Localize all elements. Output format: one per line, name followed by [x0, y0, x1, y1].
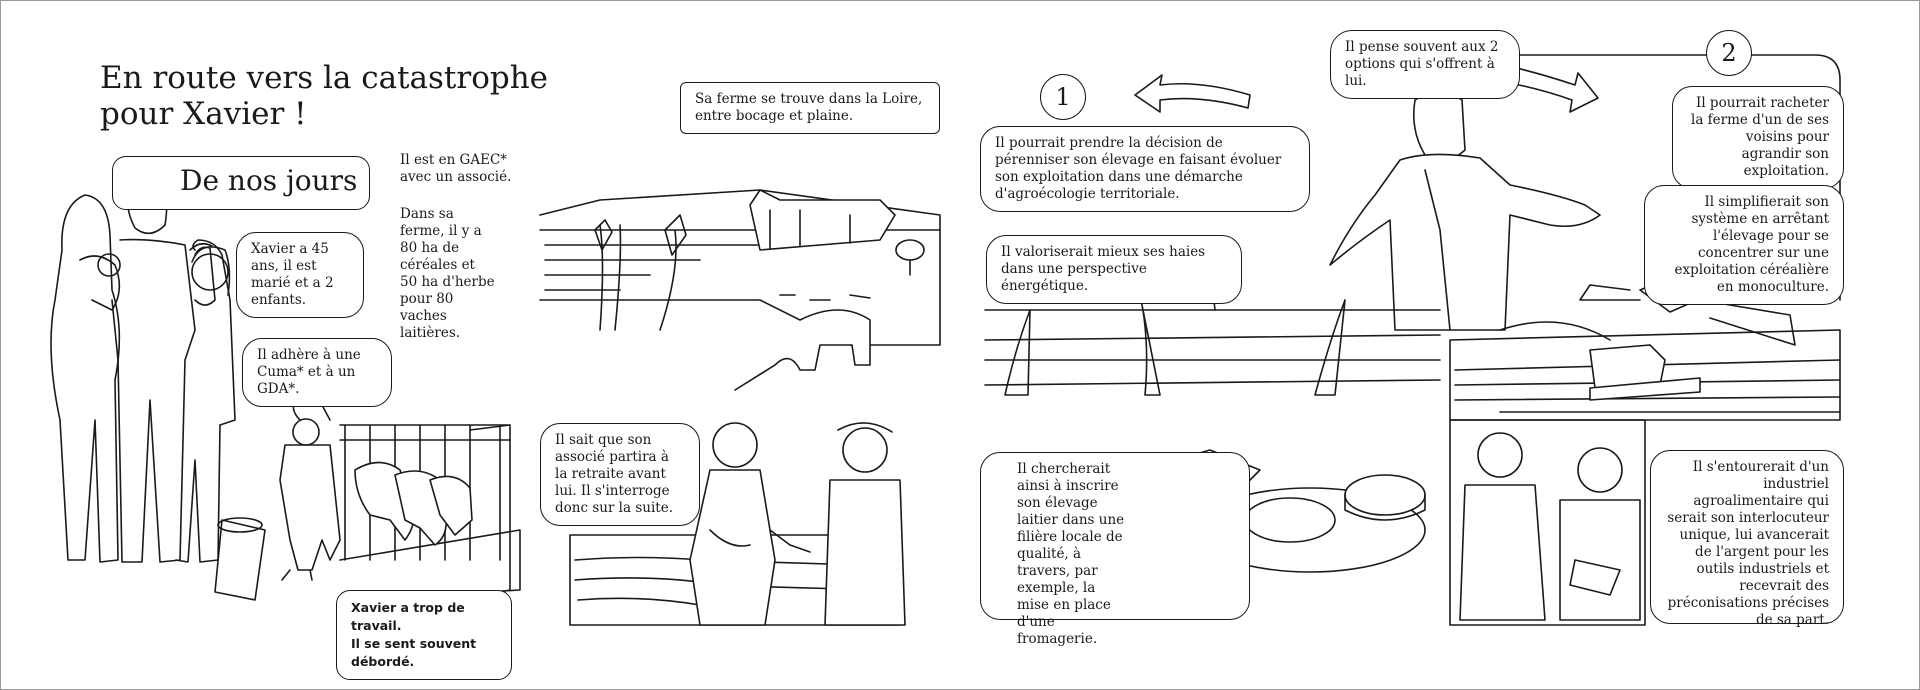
title-line-2: pour Xavier !	[100, 96, 307, 132]
option2-simplify-bubble: Il simplifierait son système en arrêtant l'élevage pour se concentrer sur une exploitation céréalière en monoculture.	[1644, 185, 1844, 305]
subtitle: De nos jours	[180, 164, 358, 197]
cuma-bubble: Il adhère à une Cuma* et à un GDA*.	[242, 338, 392, 407]
title-line-1: En route vers la catastrophe	[100, 60, 549, 96]
farm-landscape-illustration	[540, 190, 940, 390]
harvester-field-illustration	[1450, 322, 1840, 420]
option1-cheese-bubble: Il chercherait ainsi à inscrire son élevage laitier dans une filière locale de qualité, à travers, par exemple, la mise en place d'une fromagerie.	[980, 452, 1250, 620]
gaec-text: Il est en GAEC* avec un associé.	[400, 152, 512, 185]
option1-hedges-bubble: Il valoriserait mieux ses haies dans une perspective énergétique.	[986, 235, 1242, 304]
page-title	[100, 60, 548, 132]
overwork-bubble	[336, 590, 512, 680]
option-2-number: 2	[1706, 30, 1752, 76]
options-bubble: Il pense souvent aux 2 options qui s'offrent à lui.	[1330, 30, 1520, 99]
overwork-line-1: Xavier a trop de travail.	[351, 600, 465, 633]
industrial-meeting-illustration	[1450, 420, 1645, 625]
thinking-man-illustration	[1330, 93, 1600, 331]
overwork-line-2: Il se sent souvent débordé.	[351, 636, 477, 669]
option2-buy-bubble: Il pourrait racheter la ferme d'un de ses voisins pour agrandir son exploitation.	[1672, 86, 1844, 189]
option2-industry-bubble: Il s'entourerait d'un industriel agroalimentaire qui serait son interlocuteur unique, lui avancerait de l'argent pour les outils industriels et recevrait des préconisations précises de sa part.	[1650, 450, 1844, 624]
xavier-age-bubble: Xavier a 45 ans, il est marié et a 2 enfants.	[236, 232, 364, 318]
barn-cows-illustration	[215, 385, 520, 600]
farm-stats-text: Dans sa ferme, il y a 80 ha de céréales et 50 ha d'herbe pour 80 vaches laitières.	[400, 206, 495, 341]
associate-retire-bubble: Il sait que son associé partira à la retraite avant lui. Il s'interroge donc sur la suite.	[540, 423, 700, 526]
family-illustration	[51, 179, 235, 562]
option-1-number: 1	[1040, 74, 1086, 120]
farm-location-box: Sa ferme se trouve dans la Loire, entre bocage et plaine.	[680, 82, 940, 134]
option1-agroeco-bubble: Il pourrait prendre la décision de pérenniser son élevage en faisant évoluer son exploitation dans une démarche d'agroécologie territoriale.	[980, 126, 1310, 212]
